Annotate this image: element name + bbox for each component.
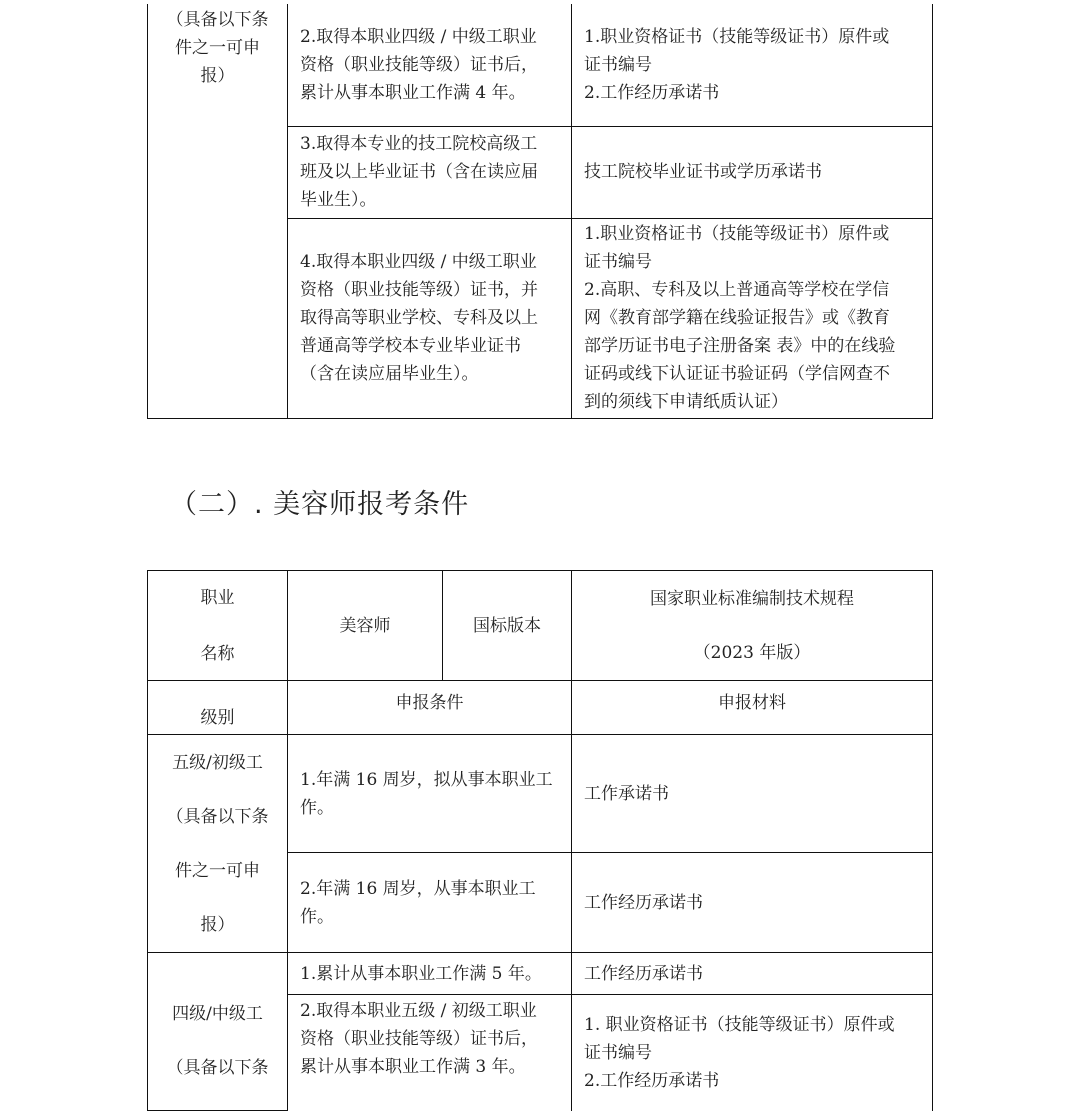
materials-cell: 工作经历承诺书 <box>572 853 933 953</box>
materials-cell: 1.职业资格证书（技能等级证书）原件或 证书编号 2.高职、专科及以上普通高等学校在学信 网《教育部学籍在线验证报告》或《教育 部学历证书电子注册备案 表》中的在线验 证码或线下认证证书验证码（学信网查不 到的须线下申请纸质认证） <box>572 218 933 418</box>
condition-cell: 2.年满 16 周岁，从事本职业工 作。 <box>288 853 572 953</box>
condition-cell: 3.取得本专业的技工院校高级工 班及以上毕业证书（含在读应届 毕业生）。 <box>288 126 572 218</box>
beautician-requirements-table <box>147 570 933 1111</box>
condition-cell: 1.年满 16 周岁，拟从事本职业工 作。 <box>288 735 572 853</box>
standard-cell <box>572 571 933 681</box>
occupation-label-cell: 职业 名称 <box>148 571 288 681</box>
condition-cell: 2.取得本职业四级 / 中级工职业 资格（职业技能等级）证书后， 累计从事本职业工作满 4 年。 <box>288 4 572 126</box>
materials-cell: 工作经历承诺书 <box>572 953 933 995</box>
condition-cell: 1.累计从事本职业工作满 5 年。 <box>288 953 572 995</box>
materials-cell: 1.职业资格证书（技能等级证书）原件或 证书编号 2.工作经历承诺书 <box>572 4 933 126</box>
level-cell-text: （具备以下条 件之一可申 报） <box>166 10 269 86</box>
level5-cell: 五级/初级工 （具备以下条 件之一可申 报） <box>148 735 288 953</box>
level-cell <box>148 4 288 418</box>
materials-cell: 技工院校毕业证书或学历承诺书 <box>572 126 933 218</box>
level4-cell: 四级/中级工 （具备以下条 <box>148 953 288 1111</box>
materials-cell: 工作承诺书 <box>572 735 933 853</box>
conditions-label-cell: 申报条件 <box>288 681 572 735</box>
standard-line1: 国家职业标准编制技术规程 <box>650 588 854 609</box>
condition-cell: 2.取得本职业五级 / 初级工职业 资格（职业技能等级）证书后， 累计从事本职业工作满 3 年。 <box>288 995 572 1111</box>
materials-label-cell: 申报材料 <box>572 681 933 735</box>
level-label-cell: 级别 <box>148 681 288 735</box>
section-title: （二）. 美容师报考条件 <box>170 489 470 520</box>
condition-cell: 4.取得本职业四级 / 中级工职业 资格（职业技能等级）证书，并 取得高等职业学校、专科及以上 普通高等学校本专业毕业证书 （含在读应届毕业生）。 <box>288 218 572 418</box>
materials-cell: 1. 职业资格证书（技能等级证书）原件或 证书编号 2.工作经历承诺书 <box>572 995 933 1111</box>
standard-line2: （2023 年版） <box>693 642 811 663</box>
requirements-table-continued <box>147 4 933 419</box>
occupation-name-cell: 美容师 <box>288 571 443 681</box>
version-label-cell: 国标版本 <box>443 571 572 681</box>
